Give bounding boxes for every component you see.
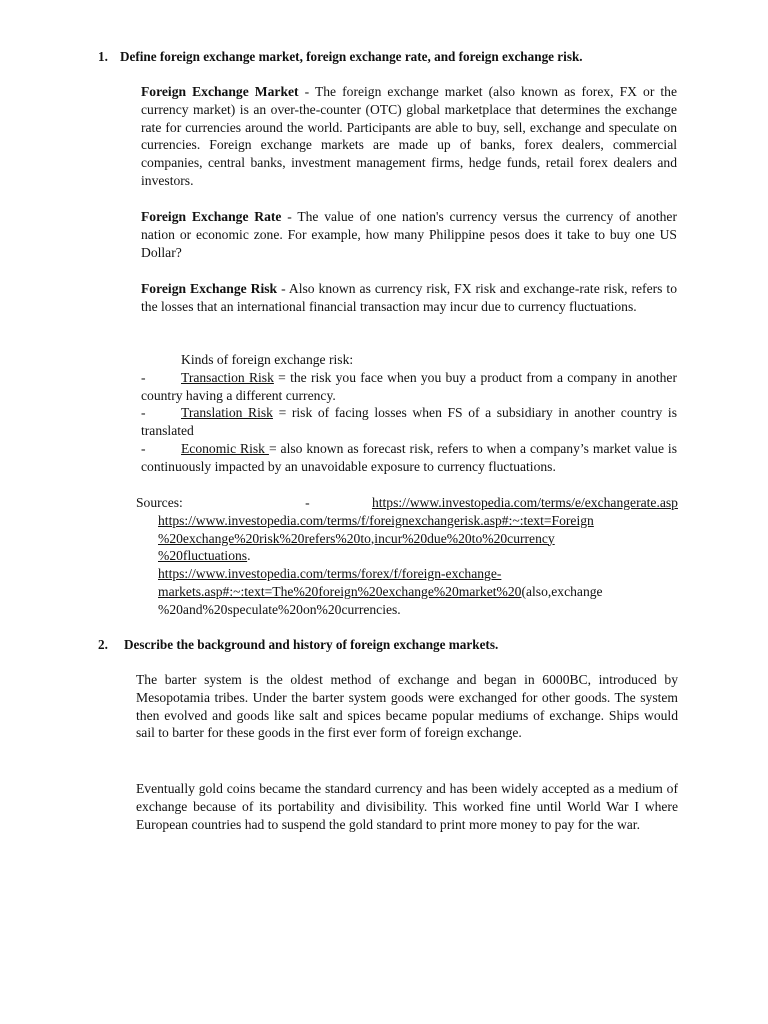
kinds-of-risk	[141, 351, 677, 476]
kinds-title-line	[141, 351, 677, 369]
question-1-heading	[98, 48, 583, 66]
history-paragraph-1: The barter system is the oldest method of exchange and began in 6000BC, introduced by Mesopotamia tribes. Under the barter system goods were exchanged for other goods. The system then evolved and goods like salt and spices became popular mediums of exchange. Ships would sail to barter for these goods in the first ever form of foreign exchange.	[136, 672, 678, 741]
source-link-risk[interactable]: https://www.investopedia.com/terms/f/foreignexchangerisk.asp#:~:text=Foreign	[158, 512, 594, 528]
source-link-risk[interactable]: %20exchange%20risk%20refers%20to,incur%20due%20to%20currency	[158, 530, 555, 546]
source-link-risk-block	[136, 512, 678, 619]
question-number: 1.	[98, 49, 108, 64]
punctuation: .	[247, 548, 251, 564]
source-link-last-line: %20and%20speculate%20on%20currencies.	[158, 601, 401, 617]
risk-kind-text: = also known as forecast risk, refers to when a company’s market value is continuously impacted by an unavoidable exposure to currency fluctuations.	[141, 440, 678, 474]
sources-label: Sources:	[136, 495, 183, 510]
definition-risk-text: - Also known as currency risk, FX risk and exchange-rate risk, refers to the losses that an international financial transaction may incur due to currency fluctuations.	[141, 281, 677, 314]
sources-first-line	[136, 494, 678, 512]
question-text: Describe the background and history of foreign exchange markets.	[124, 637, 499, 652]
term-risk: Foreign Exchange Risk	[141, 281, 278, 296]
definition-risk	[141, 280, 677, 316]
term-market: Foreign Exchange Market	[141, 84, 299, 99]
risk-kind-item	[141, 369, 677, 405]
risk-kind-term: Translation Risk	[181, 405, 273, 421]
source-link-markets[interactable]: markets.asp#:~:text=The%20foreign%20exchange%20market%20	[158, 583, 522, 599]
source-link-exchangerate[interactable]: https://www.investopedia.com/terms/e/exchangerate.asp	[371, 495, 678, 510]
question-text: Define foreign exchange market, foreign exchange rate, and foreign exchange risk.	[120, 49, 583, 64]
history-paragraph-2: Eventually gold coins became the standard currency and has been widely accepted as a medium of exchange because of its portability and divisibility. This worked fine until World War I where European countries had to suspend the gold standard to print more money to pay for the war.	[136, 781, 678, 832]
risk-kind-item	[141, 404, 677, 440]
list-dash: -	[141, 369, 146, 385]
term-rate: Foreign Exchange Rate	[141, 209, 282, 224]
list-dash: -	[141, 405, 146, 421]
risk-kind-item	[141, 440, 677, 476]
source-link-tail: (also,exchange	[521, 583, 603, 599]
definition-market	[141, 83, 677, 190]
definition-rate-text: - The value of one nation's currency versus the currency of another nation or economic zone. For example, how many Philippine pesos does it take to buy one US Dollar?	[141, 209, 677, 260]
risk-kind-text: = risk of facing losses when FS of a subsidiary in another country is translated	[141, 405, 677, 439]
risk-kind-term: Transaction Risk	[181, 369, 274, 385]
list-dash: -	[141, 440, 146, 456]
sources	[136, 494, 678, 619]
source-link-risk[interactable]: %20fluctuations	[158, 548, 248, 564]
definition-rate	[141, 208, 677, 261]
kinds-title: Kinds of foreign exchange risk:	[181, 352, 354, 367]
source-link-markets[interactable]: https://www.investopedia.com/terms/forex/f/foreign-exchange-	[158, 566, 502, 582]
question-2-heading	[98, 636, 498, 654]
sources-dash: -	[305, 495, 310, 510]
question-number: 2.	[98, 637, 108, 652]
definition-market-text: - The foreign exchange market (also known as forex, FX or the currency market) is an over-the-counter (OTC) global marketplace that determines the exchange rate for currencies around the world. Participants are able to buy, sell, exchange and speculate on currencies. Foreign exchange markets are made up of banks, forex dealers, commercial companies, central banks, investment management firms, hedge funds, retail forex dealers and investors.	[141, 84, 677, 188]
risk-kind-term: Economic Risk	[181, 440, 269, 456]
risk-kind-text: = the risk you face when you buy a product from a company in another country having a different currency.	[141, 369, 677, 403]
